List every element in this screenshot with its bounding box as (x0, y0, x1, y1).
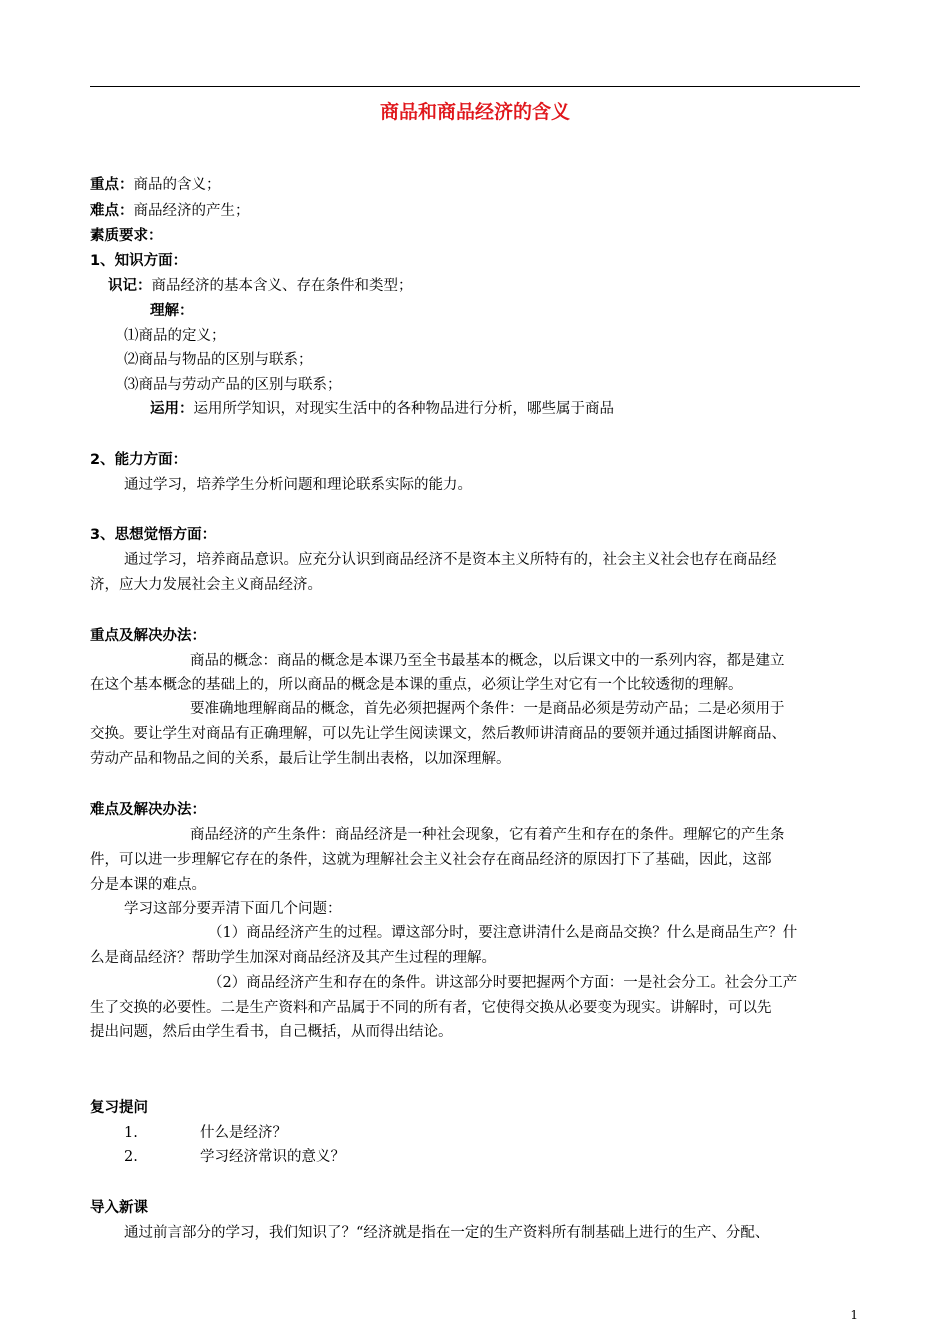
key-solution-text-5: 劳动产品和物品之间的关系，最后让学生制出表格，以加深理解。 (90, 751, 511, 767)
ideology-text-1: 通过学习，培养商品意识。应充分认识到商品经济不是资本主义所特有的，社会主义社会也存在商品经 (124, 552, 777, 568)
intro-text: 通过前言部分的学习，我们知识了？“经济就是指在一定的生产资料所有制基础上进行的生产、分配、 (124, 1225, 770, 1241)
ability-heading: 2、能力方面： (90, 452, 188, 468)
key-point-line (90, 175, 221, 195)
difficulty-solution-text-7: （2）商品经济产生和存在的条件。讲这部分时要把握两个方面：一是社会分工。社会分工产 (208, 975, 798, 991)
difficulty-solution-text-4: 学习这部分要弄清下面几个问题： (124, 901, 342, 917)
key-solution-heading: 重点及解决办法： (90, 628, 206, 644)
document-title: 商品和商品经济的含义 (379, 101, 570, 123)
difficulty-solution-text-5: （1）商品经济产生的过程。谭这部分时，要注意讲清什么是商品交换？什么是商品生产？什 (208, 925, 798, 941)
ideology-heading: 3、思想觉悟方面： (90, 527, 217, 543)
apply-line (150, 399, 614, 419)
difficulty-solution-text-3: 分是本课的难点。 (90, 877, 206, 893)
header-rule (90, 86, 860, 87)
memorize-text: 商品经济的基本含义、存在条件和类型； (151, 278, 413, 294)
memorize-label: 识记： (108, 278, 152, 294)
difficulty-solution-text-9: 提出问题，然后由学生看书，自己概括，从而得出结论。 (90, 1024, 453, 1040)
understand-item-3: ⑶商品与劳动产品的区别与联系； (124, 377, 342, 393)
review-item-2-number: 2. (124, 1149, 138, 1165)
ability-text: 通过学习，培养学生分析问题和理论联系实际的能力。 (124, 477, 472, 493)
difficulty-solution-text-2: 件，可以进一步理解它存在的条件，这就为理解社会主义社会存在商品经济的原因打下了基础，因此，这部 (90, 852, 772, 868)
key-solution-text-3: 要准确地理解商品的概念，首先必须把握两个条件：一是商品必须是劳动产品；二是必须用于 (190, 701, 785, 717)
memorize-line (108, 276, 413, 296)
review-item-2 (124, 1147, 345, 1167)
difficulty-label: 难点： (90, 203, 134, 219)
review-item-1 (124, 1123, 287, 1143)
difficulty-solution-text-8: 生了交换的必要性。二是生产资料和产品属于不同的所有者，它使得交换从必要变为现实。讲解时，可以先 (90, 1000, 772, 1016)
apply-label: 运用： (150, 401, 194, 417)
understand-item-1: ⑴商品的定义； (124, 328, 226, 344)
review-item-1-number: 1. (124, 1125, 138, 1141)
apply-text: 运用所学知识，对现实生活中的各种物品进行分析，哪些属于商品 (193, 401, 614, 417)
understand-item-2: ⑵商品与物品的区别与联系； (124, 352, 313, 368)
review-item-2-text: 学习经济常识的意义？ (200, 1149, 345, 1165)
knowledge-heading: 1、知识方面： (90, 253, 188, 269)
ideology-text-2: 济，应大力发展社会主义商品经济。 (90, 577, 322, 593)
difficulty-solution-text-6: 么是商品经济？帮助学生加深对商品经济及其产生过程的理解。 (90, 950, 496, 966)
difficulty-text: 商品经济的产生； (133, 203, 250, 219)
key-point-text: 商品的含义； (133, 177, 221, 193)
key-solution-text-4: 交换。要让学生对商品有正确理解，可以先让学生阅读课文，然后教师讲清商品的要领并通过插图讲解商品、 (90, 726, 786, 742)
page-number: 1 (850, 1308, 858, 1322)
difficulty-solution-heading: 难点及解决办法： (90, 802, 206, 818)
key-solution-text-2: 在这个基本概念的基础上的，所以商品的概念是本课的重点，必须让学生对它有一个比较透彻的理解。 (90, 677, 743, 693)
intro-heading: 导入新课 (90, 1200, 148, 1216)
key-solution-text-1: 商品的概念：商品的概念是本课乃至全书最基本的概念，以后课文中的一系列内容，都是建立 (190, 653, 785, 669)
quality-requirements-heading: 素质要求： (90, 228, 163, 244)
review-heading: 复习提问 (90, 1100, 148, 1116)
difficulty-solution-text-1: 商品经济的产生条件：商品经济是一种社会现象，它有着产生和存在的条件。理解它的产生条 (190, 827, 785, 843)
review-item-1-text: 什么是经济？ (200, 1125, 287, 1141)
understand-label: 理解： (150, 303, 194, 319)
key-point-label: 重点： (90, 177, 134, 193)
difficulty-line (90, 201, 250, 221)
